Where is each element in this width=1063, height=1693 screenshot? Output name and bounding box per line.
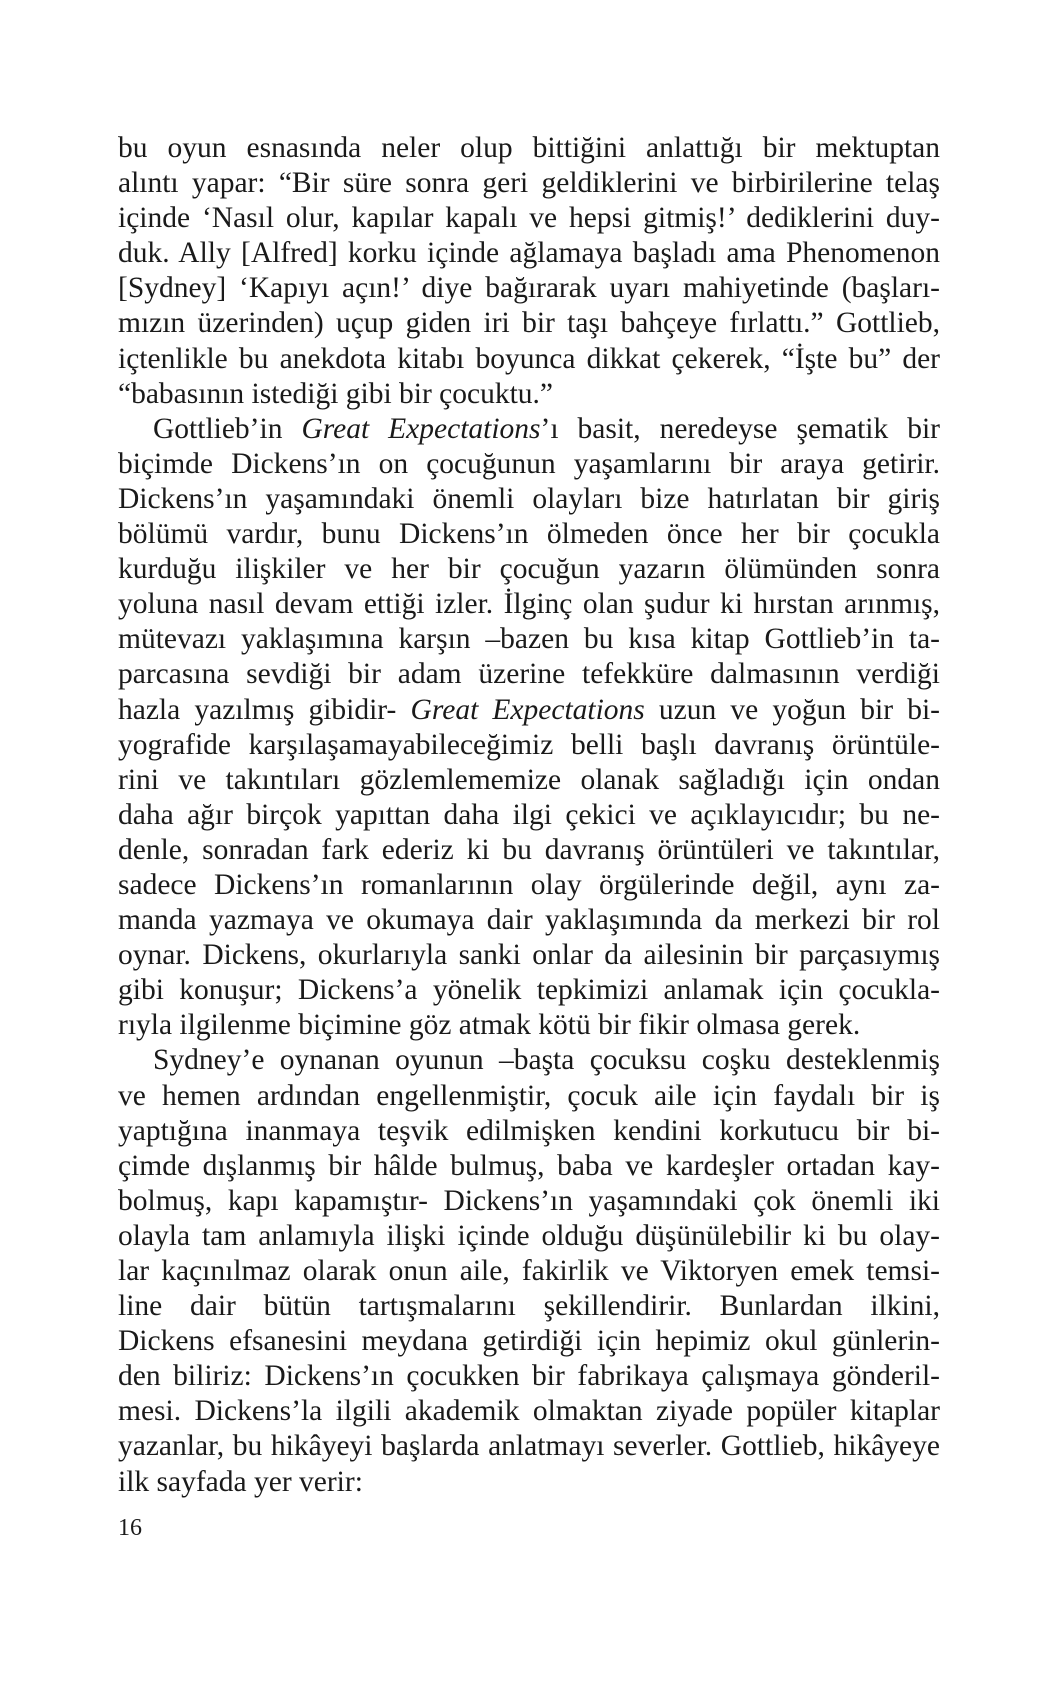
text-segment: hazla yazılmış gibidir- [118,693,411,726]
text-line [118,903,940,938]
text-line [118,1079,940,1114]
text-line [118,798,940,833]
text-segment: Gottlieb’in [153,412,302,445]
text-segment: “babasının istediği gibi bir çocuktu.” [118,377,554,410]
text-line [118,833,940,868]
text-line [118,1149,940,1184]
text-segment: mızın üzerinden) uçup giden iri bir taşı bahçeye fırlattı.” Gottlieb, [118,307,940,340]
text-line [118,1184,940,1219]
text-line [118,1324,940,1359]
text-segment: yoluna nasıl devam ettiği izler. İlginç olan şudur ki hırstan arınmış, [118,588,940,621]
text-line [118,306,940,341]
text-segment: kurduğu ilişkiler ve her bir çocuğun yazarın ölümünden sonra [118,553,940,586]
text-segment: yaptığına inanmaya teşvik edilmişken kendini korkutucu bir bi- [118,1114,940,1147]
text-line [118,587,940,622]
text-line [118,271,940,306]
italic-title: Great Expectations [301,412,541,445]
text-segment: ’ı basit, neredeyse şematik bir [540,412,940,445]
text-segment: lar kaçınılmaz olarak onun aile, fakirlik ve Viktoryen emek temsi- [118,1255,940,1287]
text-line [118,482,940,517]
text-segment: mütevazı yaklaşımına karşın –bazen bu kısa kitap Gottlieb’in ta- [118,623,940,656]
text-segment: ve hemen ardından engellenmiştir, çocuk aile için faydalı bir iş [118,1079,940,1112]
text-segment: [Sydney] ‘Kapıyı açın!’ diye bağırarak uyarı mahiyetinde (başları- [118,272,940,305]
text-line [118,973,940,1008]
text-segment: line dair bütün tartışmalarını şekillendirir. Bunlardan ilkini, [118,1290,940,1323]
text-line [118,412,940,447]
text-line [118,1429,940,1464]
paragraph [118,131,940,412]
text-line [118,1114,940,1149]
text-line [118,517,940,552]
text-segment: yazanlar, bu hikâyeyi başlarda anlatmayı severler. Gottlieb, hikâyeye [118,1430,940,1463]
text-line [118,342,940,377]
text-line [118,1359,940,1394]
text-segment: uzun ve yoğun bir bi- [644,693,940,726]
text-line [118,657,940,692]
text-line [118,1008,940,1043]
body-text [118,131,940,1500]
text-segment: sadece Dickens’ın romanlarının olay örgülerinde değil, aynı za- [118,868,940,901]
text-segment: Dickens’ın yaşamındaki önemli olayları bize hatırlatan bir giriş [118,482,940,515]
text-segment: manda yazmaya ve okumaya dair yaklaşımında da merkezi bir rol [118,904,940,937]
text-line [118,1254,940,1289]
text-line [118,1465,940,1500]
text-line [118,693,940,728]
text-segment: bölümü vardır, bunu Dickens’ın ölmeden önce her bir çocukla [118,518,940,551]
text-segment: parcasına sevdiği bir adam üzerine tefekküre dalmasının verdiği [118,658,940,691]
text-segment: rıyla ilgilenme biçimine göz atmak kötü bir fikir olmasa gerek. [118,1009,861,1042]
text-line [118,201,940,236]
text-segment: yografide karşılaşamayabileceğimiz belli başlı davranış örüntüle- [118,728,940,761]
text-segment: olayla tam anlamıyla ilişki içinde olduğu düşünülebilir ki bu olay- [118,1219,940,1252]
text-line [118,938,940,973]
text-segment: rini ve takıntıları gözlemlememize olanak sağladığı için ondan [118,763,940,796]
text-segment: biçimde Dickens’ın on çocuğunun yaşamlarını bir araya getirir. [118,447,940,480]
text-segment: bolmuş, kapı kapamıştır- Dickens’ın yaşamındaki çok önemli iki [118,1184,940,1217]
text-line [118,552,940,587]
text-segment: alıntı yapar: “Bir süre sonra geri geldiklerini ve birbirilerine telaş [118,167,940,200]
text-segment: ilk sayfada yer verir: [118,1465,363,1498]
text-segment: gibi konuşur; Dickens’a yönelik tepkimizi anlamak için çocukla- [118,974,940,1007]
paragraph [118,1043,940,1499]
text-line [118,447,940,482]
text-line [118,622,940,657]
text-segment: denle, sonradan fark ederiz ki bu davranış örüntüleri ve takıntılar, [118,833,940,866]
text-line [118,236,940,271]
text-line [118,131,940,166]
text-line [118,868,940,903]
italic-title: Great Expectations [410,693,645,726]
text-segment: daha ağır birçok yapıttan daha ilgi çekici ve açıklayıcıdır; bu ne- [118,798,940,831]
text-segment: den biliriz: Dickens’ın çocukken bir fabrikaya çalışmaya gönderil- [118,1360,940,1393]
text-segment: mesi. Dickens’la ilgili akademik olmaktan ziyade popüler kitaplar [118,1395,940,1428]
text-line [118,728,940,763]
page-number: 16 [118,1515,142,1541]
paragraph [118,412,940,1044]
text-line [118,1043,940,1078]
text-segment: duk. Ally [Alfred] korku içinde ağlamaya başladı ama Phenomenon [118,237,940,270]
text-segment: içtenlikle bu anekdota kitabı boyunca dikkat çekerek, “İşte bu” der [118,342,940,375]
text-line [118,166,940,201]
text-segment: bu oyun esnasında neler olup bittiğini anlattığı bir mektuptan [118,132,940,164]
text-line [118,763,940,798]
text-segment: Dickens efsanesini meydana getirdiği için hepimiz okul günlerin- [118,1325,940,1358]
text-line [118,377,940,412]
text-segment: oynar. Dickens, okurlarıyla sanki onlar da ailesinin bir parçasıymış [118,939,940,972]
text-segment: içinde ‘Nasıl olur, kapılar kapalı ve hepsi gitmiş!’ dediklerini duy- [118,202,940,235]
text-line [118,1394,940,1429]
text-segment: çimde dışlanmış bir hâlde bulmuş, baba ve kardeşler ortadan kay- [118,1149,940,1182]
text-line [118,1289,940,1324]
text-line [118,1219,940,1254]
text-segment: Sydney’e oynanan oyunun –başta çocuksu coşku desteklenmiş [153,1044,940,1077]
